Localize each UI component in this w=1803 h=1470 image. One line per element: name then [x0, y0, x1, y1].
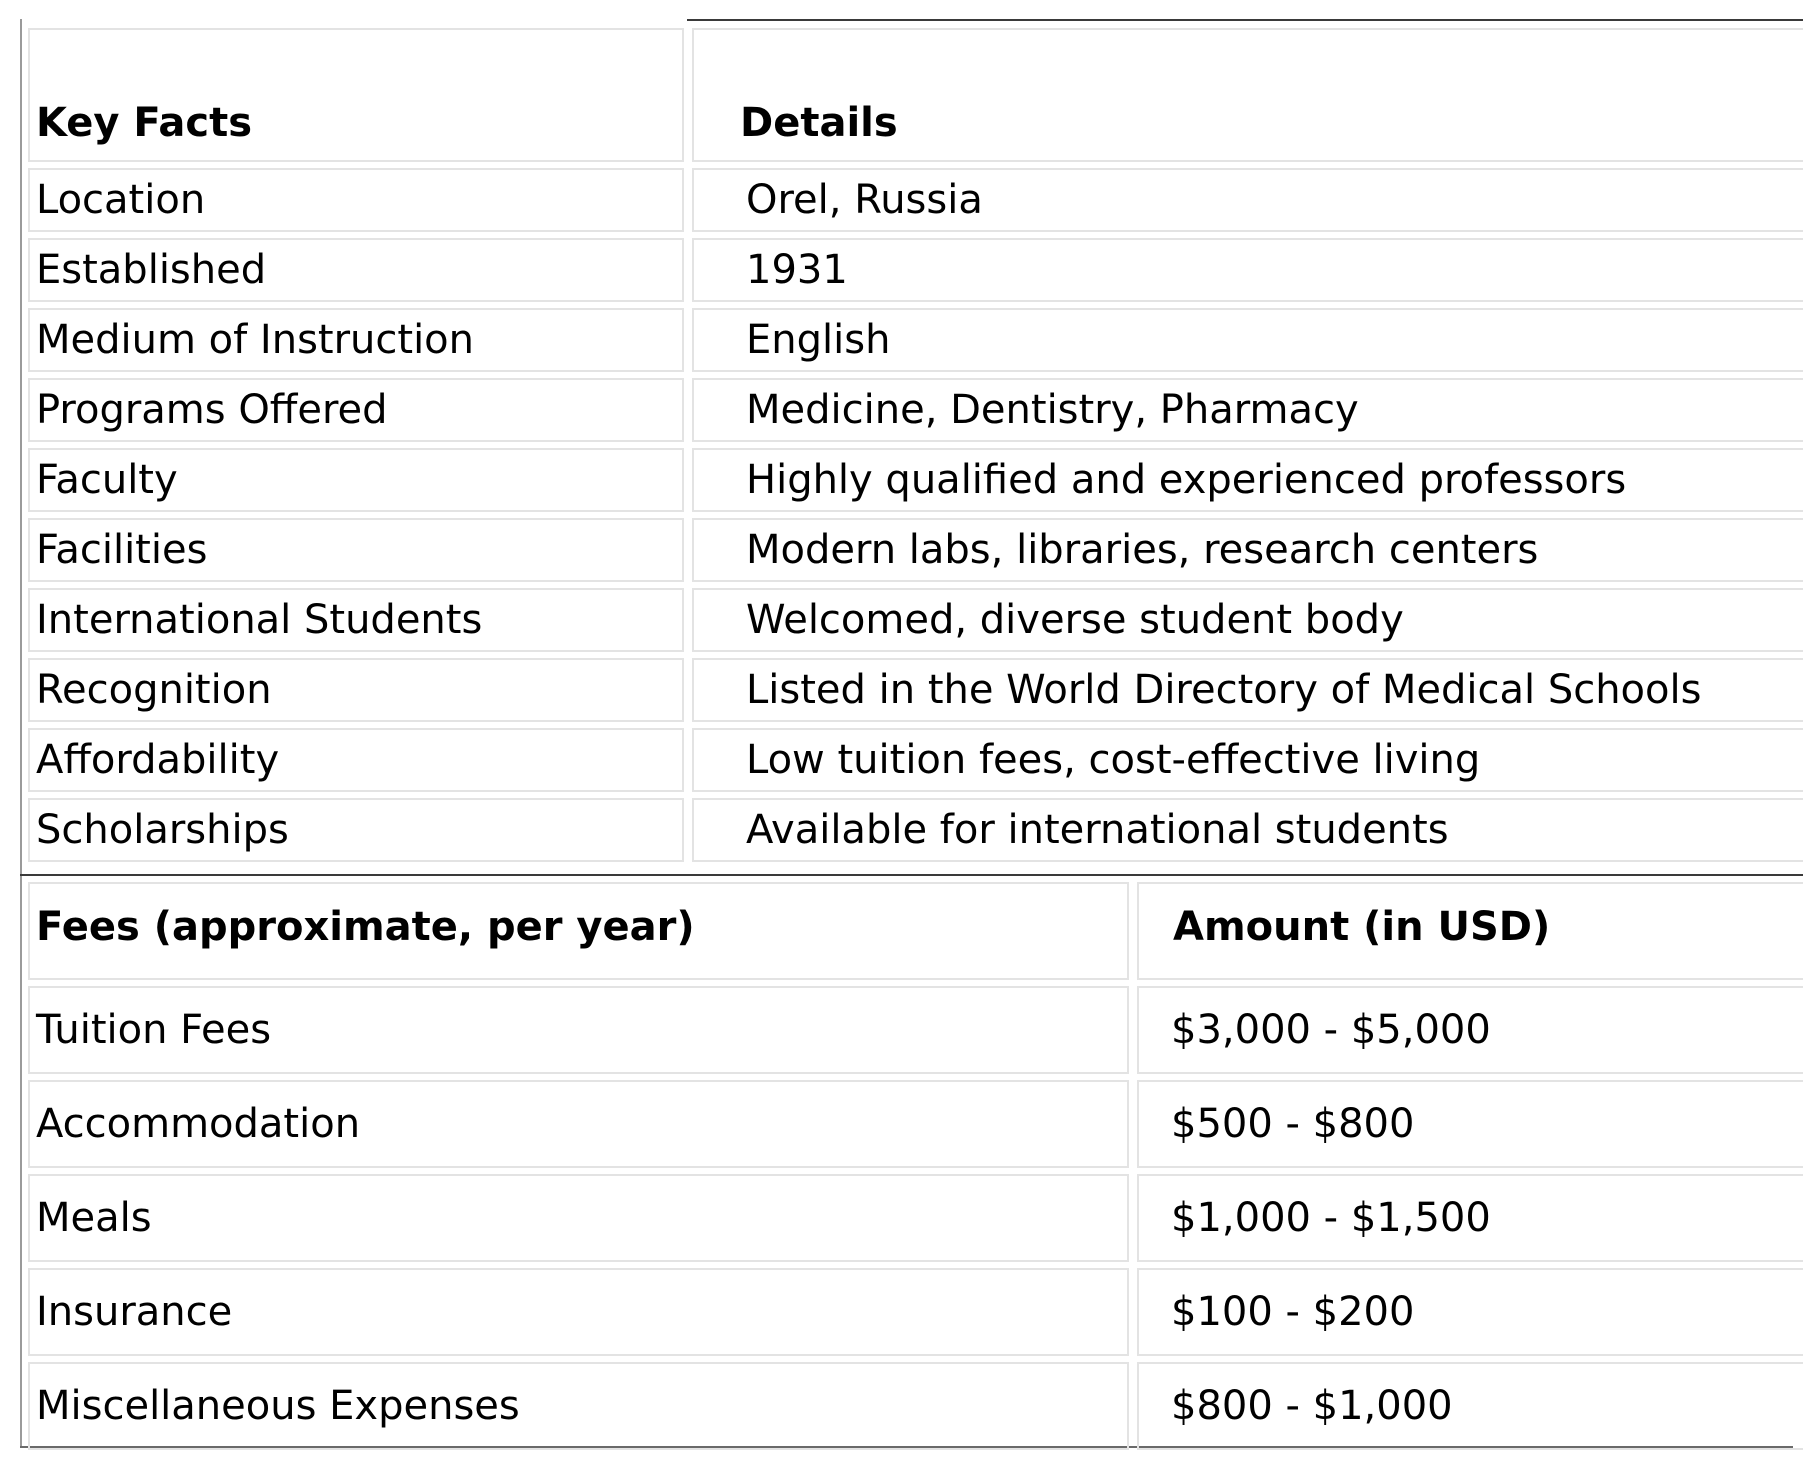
fees-header-row: [28, 882, 1803, 980]
fee-label: Miscellaneous Expenses: [28, 1362, 1129, 1450]
table-row: [28, 308, 1803, 372]
fact-detail: Available for international students: [692, 798, 1803, 862]
table-row: [28, 1268, 1803, 1356]
fee-label: Tuition Fees: [28, 986, 1129, 1074]
fee-amount: $500 - $800: [1137, 1080, 1803, 1168]
amount-column-header: Amount (in USD): [1137, 882, 1803, 980]
fee-label: Insurance: [28, 1268, 1129, 1356]
fee-label: Accommodation: [28, 1080, 1129, 1168]
table-row: [28, 588, 1803, 652]
fee-label: Meals: [28, 1174, 1129, 1262]
frame-line-top: [687, 19, 1803, 21]
fact-detail: Listed in the World Directory of Medical Schools: [692, 658, 1803, 722]
fact-label: Facilities: [28, 518, 684, 582]
key-facts-column-header: Key Facts: [28, 28, 684, 162]
fact-detail: Highly qualified and experienced professors: [692, 448, 1803, 512]
fact-detail: Low tuition fees, cost-effective living: [692, 728, 1803, 792]
fee-amount: $100 - $200: [1137, 1268, 1803, 1356]
details-column-header: Details: [692, 28, 1803, 162]
fact-label: Affordability: [28, 728, 684, 792]
fact-detail: English: [692, 308, 1803, 372]
fees-table: [20, 876, 1803, 1456]
table-row: [28, 238, 1803, 302]
fact-detail: Modern labs, libraries, research centers: [692, 518, 1803, 582]
table-row: [28, 728, 1803, 792]
fact-label: Recognition: [28, 658, 684, 722]
table-row: [28, 378, 1803, 442]
table-row: [28, 658, 1803, 722]
fee-amount: $1,000 - $1,500: [1137, 1174, 1803, 1262]
key-facts-header-row: [28, 28, 1803, 162]
table-row: [28, 1362, 1803, 1450]
table-row: [28, 1174, 1803, 1262]
fact-detail: Welcomed, diverse student body: [692, 588, 1803, 652]
table-row: [28, 1080, 1803, 1168]
fact-label: Programs Offered: [28, 378, 684, 442]
fees-column-header: Fees (approximate, per year): [28, 882, 1129, 980]
fact-detail: Orel, Russia: [692, 168, 1803, 232]
key-facts-table: [20, 22, 1803, 868]
fact-detail: 1931: [692, 238, 1803, 302]
table-row: [28, 986, 1803, 1074]
fact-label: International Students: [28, 588, 684, 652]
fact-detail: Medicine, Dentistry, Pharmacy: [692, 378, 1803, 442]
table-row: [28, 448, 1803, 512]
fact-label: Scholarships: [28, 798, 684, 862]
fee-amount: $800 - $1,000: [1137, 1362, 1803, 1450]
fact-label: Location: [28, 168, 684, 232]
table-row: [28, 518, 1803, 582]
table-row: [28, 168, 1803, 232]
fee-amount: $3,000 - $5,000: [1137, 986, 1803, 1074]
table-row: [28, 798, 1803, 862]
fact-label: Faculty: [28, 448, 684, 512]
fact-label: Medium of Instruction: [28, 308, 684, 372]
fact-label: Established: [28, 238, 684, 302]
